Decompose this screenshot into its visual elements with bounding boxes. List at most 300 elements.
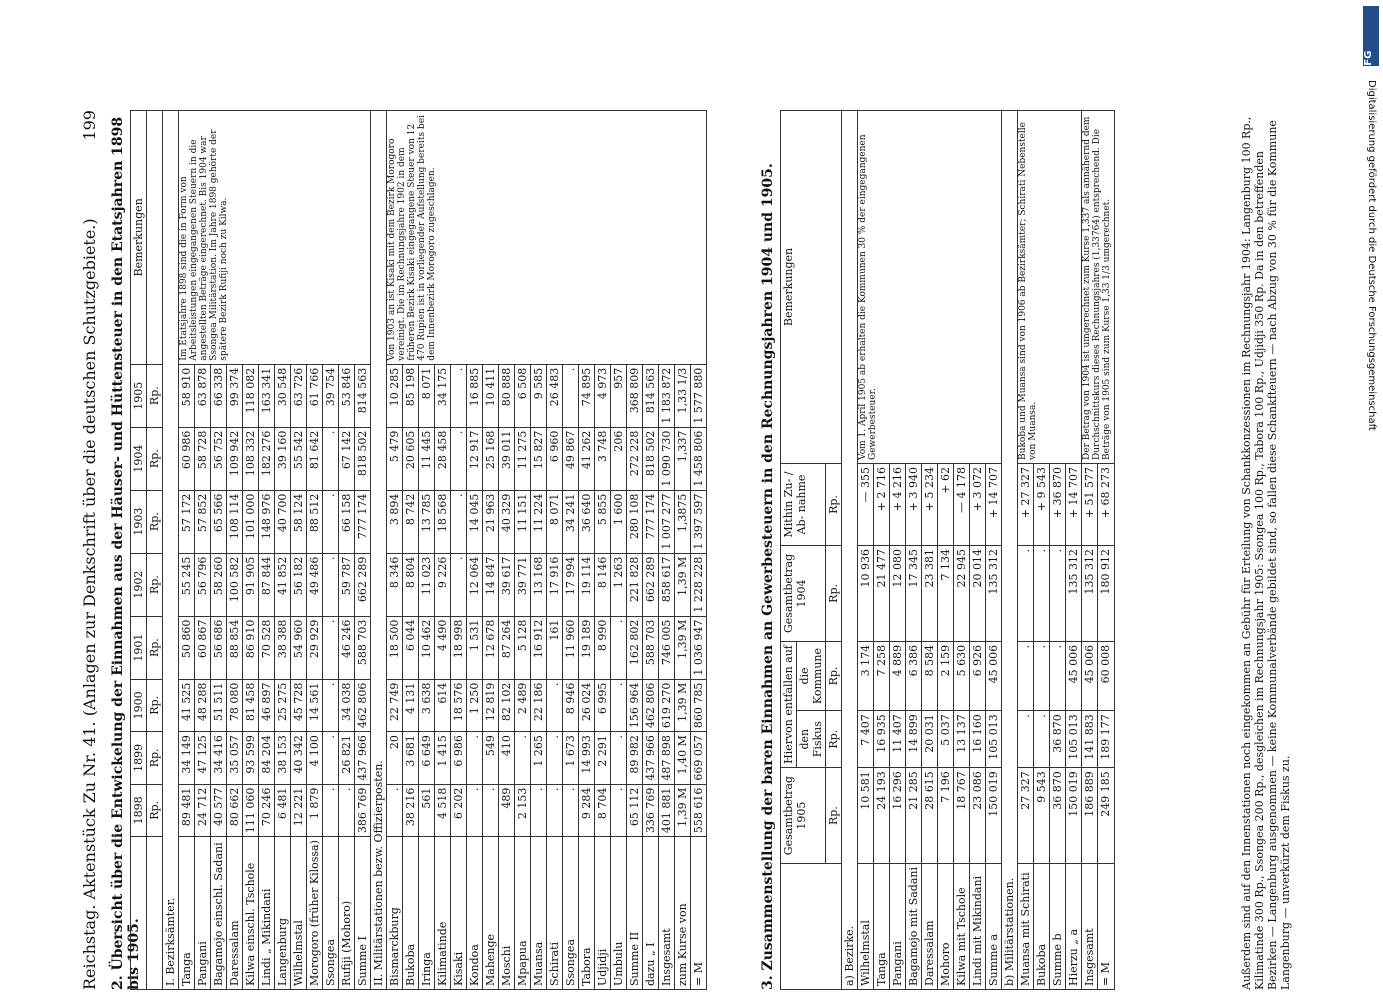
value-cell: 39 160 [275, 427, 291, 490]
unit-header: Rp. [147, 490, 163, 553]
value-cell: 13 785 [419, 490, 435, 553]
value-cell: 41 852 [275, 553, 291, 616]
year-header: 1900 [131, 679, 147, 732]
value-cell: 100 582 [227, 553, 243, 616]
value-cell: 6 508 [515, 364, 531, 427]
value-cell: 17 916 [547, 553, 563, 616]
value-cell: 8 584 [922, 641, 938, 710]
value-cell: 105 013 [986, 711, 1002, 768]
unit-header: Rp. [147, 616, 163, 679]
value-cell: 11 407 [890, 711, 906, 768]
value-cell: 156 964 [627, 679, 643, 732]
table2-header-row [781, 111, 797, 990]
value-cell: 5 630 [954, 641, 970, 710]
value-cell: 49 867 [563, 427, 579, 490]
value-cell: 108 114 [227, 490, 243, 553]
remarks-cell: Der Betrag von 1904 ist umgerechnet zum Kurse 1,337 als annähernd dem Durchschnittskurs dieses Rechnungsjahres (1,33764) entsprechend. Die Beträge von 1905 sind zum Kurse 1,33 1/3 umgerechnet. [1082, 111, 1115, 464]
value-cell: 89 982 [627, 732, 643, 785]
value-cell: 48 288 [195, 679, 211, 732]
value-cell: 135 312 [1066, 546, 1082, 642]
value-cell: 14 561 [307, 679, 323, 732]
value-cell: 4 889 [890, 641, 906, 710]
value-cell: 27 327 [1018, 768, 1034, 864]
value-cell: 3 638 [419, 679, 435, 732]
value-cell: 3 174 [858, 641, 874, 710]
value-cell: 818 502 [643, 427, 659, 490]
value-cell: . [611, 679, 627, 732]
value-cell: . [483, 784, 499, 837]
header-blank [147, 837, 163, 990]
year-header: 1899 [131, 732, 147, 785]
value-cell: 161 [547, 616, 563, 679]
value-cell: 746 005 [659, 616, 675, 679]
value-cell: . [611, 732, 627, 785]
value-cell: 20 [387, 732, 403, 785]
value-cell: 35 057 [227, 732, 243, 785]
unit-header: Rp. [147, 364, 163, 427]
value-cell: 662 289 [355, 553, 371, 616]
value-cell: 12 064 [467, 553, 483, 616]
value-cell: 814 563 [355, 364, 371, 427]
value-cell: 588 703 [355, 616, 371, 679]
value-cell: 63 878 [195, 364, 211, 427]
row-label: Umbulu [611, 837, 627, 990]
value-cell: 814 563 [643, 364, 659, 427]
value-cell: 23 381 [922, 546, 938, 642]
value-cell: 16 935 [874, 711, 890, 768]
value-cell: . [323, 679, 339, 732]
row-label: = M [691, 837, 707, 990]
kommune-header: die Kommune [797, 641, 826, 710]
row-label: Lindi mit Mikindani [970, 864, 986, 990]
value-cell: 9 543 [1034, 768, 1050, 864]
year-header: 1905 [131, 364, 147, 427]
value-cell: 36 640 [579, 490, 595, 553]
value-cell: 16 885 [467, 364, 483, 427]
value-cell: . [563, 784, 579, 837]
value-cell: 21 477 [874, 546, 890, 642]
value-cell: 957 [611, 364, 627, 427]
value-cell: 3 748 [595, 427, 611, 490]
value-cell: 58 124 [291, 490, 307, 553]
value-cell: + 14 707 [1066, 463, 1082, 545]
value-cell: 4 973 [595, 364, 611, 427]
row-label: zum Kurse von [675, 837, 691, 990]
value-cell: 662 289 [643, 553, 659, 616]
value-cell: 6 386 [906, 641, 922, 710]
value-cell: 1 036 947 [691, 616, 707, 679]
value-cell: 1,39 M [675, 679, 691, 732]
total-1904-header: Gesamtbetrag 1904 [781, 546, 826, 642]
value-cell: 141 883 [1082, 711, 1098, 768]
value-cell: + 3 940 [906, 463, 922, 545]
value-cell: 86 910 [243, 616, 259, 679]
value-cell: 80 662 [227, 784, 243, 837]
value-cell: 54 960 [291, 616, 307, 679]
value-cell: 45 006 [1066, 641, 1082, 710]
value-cell: . [451, 427, 467, 490]
value-cell: 6 481 [275, 784, 291, 837]
value-cell: 162 802 [627, 616, 643, 679]
table-row [387, 111, 403, 990]
row-label: Mpapua [515, 837, 531, 990]
unit-header: Rp. [147, 553, 163, 616]
value-cell: . [323, 784, 339, 837]
value-cell: 38 216 [403, 784, 419, 837]
sidebar-note: Digitalisierung gefördert durch die Deutsche Forschungsgemeinschaft [1366, 80, 1377, 431]
row-label: Pangani [890, 864, 906, 990]
row-label: Mahenge [483, 837, 499, 990]
value-cell: 8 071 [419, 364, 435, 427]
value-cell: 41 262 [579, 427, 595, 490]
value-cell: 206 [611, 427, 627, 490]
value-cell: 89 481 [179, 784, 195, 837]
value-cell: 1 090 730 [659, 427, 675, 490]
value-cell: 9 585 [531, 364, 547, 427]
value-cell: + 2 716 [874, 463, 890, 545]
unit-header: Rp. [826, 711, 842, 768]
value-cell: 6 986 [451, 732, 467, 785]
header-blank [131, 837, 147, 990]
remarks-cell: Von 1903 an ist Kisaki mit dem Bezirk Morogoro vereinigt. Die im Rechnungsjahre 1902 in dem früheren Bezirk Kisaki eingegangene Steuer von 12 470 Rupien ist in vorliegender Aufstellung bereits bei dem Innenbezirk Morogoro zugeschlagen. [387, 111, 707, 365]
value-cell: + 68 273 [1098, 463, 1114, 545]
value-cell: 59 787 [339, 553, 355, 616]
value-cell: 14 847 [483, 553, 499, 616]
value-cell: 46 897 [259, 679, 275, 732]
value-cell: 7 134 [938, 546, 954, 642]
value-cell: 1 250 [467, 679, 483, 732]
value-cell: 16 296 [890, 768, 906, 864]
value-cell: . [1018, 711, 1034, 768]
value-cell: 38 388 [275, 616, 291, 679]
unit-header: Rp. [826, 463, 842, 545]
remarks-header: Bemerkungen [781, 111, 842, 464]
value-cell: 12 917 [467, 427, 483, 490]
value-cell: 26 483 [547, 364, 563, 427]
table2-title: 3. Zusammenstellung der baren Einnahmen an Gewerbesteuern in den Rechnungsjahren 1904 und 1905. [760, 163, 776, 990]
section-label: II. Militärstationen bezw. Offizierposten. [371, 111, 387, 990]
value-cell: 3 894 [387, 490, 403, 553]
value-cell: 81 458 [243, 679, 259, 732]
value-cell: 20 605 [403, 427, 419, 490]
value-cell: 13 137 [954, 711, 970, 768]
value-cell: 93 599 [243, 732, 259, 785]
value-cell: 6 960 [547, 427, 563, 490]
value-cell: 18 767 [954, 768, 970, 864]
value-cell: 150 019 [1066, 768, 1082, 864]
header-blank [147, 111, 163, 365]
value-cell: 1,39 M [675, 784, 691, 837]
value-cell: 21 285 [906, 768, 922, 864]
header-blank [781, 864, 842, 990]
value-cell: 561 [419, 784, 435, 837]
value-cell: 28 458 [435, 427, 451, 490]
value-cell: — 4 178 [954, 463, 970, 545]
value-cell: 8 946 [563, 679, 579, 732]
value-cell: 63 726 [291, 364, 307, 427]
value-cell: 3 681 [403, 732, 419, 785]
dfg-logo: DFG [1363, 6, 1379, 66]
value-cell: 150 019 [986, 768, 1002, 864]
table1-unit-row [147, 111, 163, 990]
value-cell: 34 038 [339, 679, 355, 732]
value-cell: 12 080 [890, 546, 906, 642]
page-header [80, 110, 108, 990]
row-label: Hierzu „ a [1066, 864, 1082, 990]
value-cell: 777 174 [643, 490, 659, 553]
table-row [1018, 111, 1034, 990]
value-cell: 66 158 [339, 490, 355, 553]
value-cell: 45 006 [1082, 641, 1098, 710]
value-cell: 2 153 [515, 784, 531, 837]
value-cell: 1 600 [611, 490, 627, 553]
row-label: Daressalam [922, 864, 938, 990]
row-label: Bagamojo einschl. Sadani [211, 837, 227, 990]
hiervon-header: Hiervon entfallen auf [781, 641, 797, 767]
value-cell: 558 616 [691, 784, 707, 837]
value-cell: 6 649 [419, 732, 435, 785]
value-cell: 65 566 [211, 490, 227, 553]
page-number: 199 [80, 110, 99, 141]
value-cell: 61 766 [307, 364, 323, 427]
value-cell: 84 204 [259, 732, 275, 785]
value-cell: 336 769 [643, 784, 659, 837]
value-cell: 101 000 [243, 490, 259, 553]
rotated-page-content [60, 100, 1360, 1000]
value-cell: . [547, 732, 563, 785]
value-cell: 56 796 [195, 553, 211, 616]
value-cell: . [1050, 641, 1066, 710]
value-cell: 368 809 [627, 364, 643, 427]
table2-trade-tax [780, 110, 1115, 990]
value-cell: 25 168 [483, 427, 499, 490]
value-cell: . [323, 553, 339, 616]
row-label: Summe a [986, 864, 1002, 990]
value-cell: 8 742 [403, 490, 419, 553]
section-label: b) Militärstationen. [1002, 111, 1018, 990]
value-cell: 40 329 [499, 490, 515, 553]
value-cell: 34 416 [211, 732, 227, 785]
row-label: Summe II [627, 837, 643, 990]
value-cell: 489 [499, 784, 515, 837]
value-cell: 60 986 [179, 427, 195, 490]
value-cell: 56 752 [211, 427, 227, 490]
unit-header: Rp. [826, 768, 842, 864]
value-cell: 6 995 [595, 679, 611, 732]
sum-row [1082, 111, 1098, 990]
value-cell: 22 945 [954, 546, 970, 642]
value-cell: . [467, 784, 483, 837]
value-cell: 1,40 M [675, 732, 691, 785]
value-cell: 1 265 [531, 732, 547, 785]
row-label: Muansa mit Schirati [1018, 864, 1034, 990]
value-cell: 8 146 [595, 553, 611, 616]
row-label: Tanga [874, 864, 890, 990]
value-cell: 1,39 M [675, 553, 691, 616]
difference-header: Mithin Zu- / Ab- nahme [781, 463, 826, 545]
row-label: Kilwa mit Tschole [954, 864, 970, 990]
row-label: Iringa [419, 837, 435, 990]
row-label: Udjidji [595, 837, 611, 990]
value-cell: 614 [435, 679, 451, 732]
value-cell: 70 246 [259, 784, 275, 837]
row-label: Kilwa einschl. Tschole [243, 837, 259, 990]
value-cell: 5 479 [387, 427, 403, 490]
value-cell: . [323, 616, 339, 679]
value-cell: 26 821 [339, 732, 355, 785]
value-cell: 9 226 [435, 553, 451, 616]
row-label: Insgesamt [659, 837, 675, 990]
value-cell: + 14 707 [986, 463, 1002, 545]
value-cell: 462 806 [355, 679, 371, 732]
value-cell: 23 086 [970, 768, 986, 864]
value-cell: 30 548 [275, 364, 291, 427]
value-cell: 487 898 [659, 732, 675, 785]
value-cell: 45 728 [291, 679, 307, 732]
value-cell: 8 346 [387, 553, 403, 616]
value-cell: 8 804 [403, 553, 419, 616]
value-cell: 6 202 [451, 784, 467, 837]
row-label: Insgesamt [1082, 864, 1098, 990]
value-cell: . [531, 784, 547, 837]
value-cell: 88 854 [227, 616, 243, 679]
total-1905-header: Gesamtbetrag 1905 [781, 768, 826, 864]
row-label: Daressalam [227, 837, 243, 990]
value-cell: 7 407 [858, 711, 874, 768]
value-cell: 17 345 [906, 546, 922, 642]
value-cell: 19 189 [579, 616, 595, 679]
value-cell: 1 183 872 [659, 364, 675, 427]
value-cell: 80 888 [499, 364, 515, 427]
value-cell: 58 728 [195, 427, 211, 490]
value-cell: 186 889 [1082, 768, 1098, 864]
value-cell: 39 771 [515, 553, 531, 616]
value-cell: 386 769 [355, 784, 371, 837]
year-header: 1904 [131, 427, 147, 490]
value-cell: 87 264 [499, 616, 515, 679]
value-cell: . [1018, 641, 1034, 710]
value-cell: + 9 543 [1034, 463, 1050, 545]
value-cell: 5 128 [515, 616, 531, 679]
row-label: Lindi „ Mikindani [259, 837, 275, 990]
value-cell: 81 642 [307, 427, 323, 490]
row-label: Langenburg [275, 837, 291, 990]
value-cell: 17 994 [563, 553, 579, 616]
value-cell: 777 174 [355, 490, 371, 553]
section-label: I. Bezirksämter. [163, 111, 179, 990]
value-cell: 14 045 [467, 490, 483, 553]
value-cell: 39 754 [323, 364, 339, 427]
value-cell: 1,337 [675, 427, 691, 490]
value-cell: 74 895 [579, 364, 595, 427]
value-cell: 57 172 [179, 490, 195, 553]
value-cell: 111 060 [243, 784, 259, 837]
value-cell: 8 704 [595, 784, 611, 837]
value-cell: 34 175 [435, 364, 451, 427]
value-cell: 16 160 [970, 711, 986, 768]
value-cell: 1 228 228 [691, 553, 707, 616]
value-cell: 10 462 [419, 616, 435, 679]
value-cell: 12 221 [291, 784, 307, 837]
value-cell: 410 [499, 732, 515, 785]
value-cell: 10 285 [387, 364, 403, 427]
dfg-sidebar [1361, 0, 1383, 1000]
value-cell: 49 486 [307, 553, 323, 616]
value-cell: 10 936 [858, 546, 874, 642]
value-cell: 40 342 [291, 732, 307, 785]
value-cell: . [387, 784, 403, 837]
unit-header: Rp. [147, 784, 163, 837]
value-cell: 24 193 [874, 768, 890, 864]
value-cell: 8 990 [595, 616, 611, 679]
value-cell: + 36 870 [1050, 463, 1066, 545]
remarks-cell: Bukoba und Muansa sind von 1906 ab Bezirksämter; Schirati Nebenstelle von Muansa. [1018, 111, 1082, 464]
value-cell: 36 870 [1050, 768, 1066, 864]
value-cell: 2 291 [595, 732, 611, 785]
value-cell: 1 879 [307, 784, 323, 837]
value-cell: 41 525 [179, 679, 195, 732]
value-cell: 26 024 [579, 679, 595, 732]
value-cell: 19 114 [579, 553, 595, 616]
remarks-cell: Vom 1. April 1905 ab erhalten die Kommunen 30 % der eingegangenen Gewerbesteuer. [858, 111, 1002, 464]
row-label: Bismarckburg [387, 837, 403, 990]
value-cell: 4 490 [435, 616, 451, 679]
row-label: Rufiji (Mohoro) [339, 837, 355, 990]
value-cell: 1 007 277 [659, 490, 675, 553]
value-cell: 669 057 [691, 732, 707, 785]
value-cell: 16 912 [531, 616, 547, 679]
value-cell: 4 518 [435, 784, 451, 837]
value-cell: 272 228 [627, 427, 643, 490]
value-cell: 182 276 [259, 427, 275, 490]
value-cell: 12 819 [483, 679, 499, 732]
section-heading [371, 111, 387, 990]
value-cell: 18 576 [451, 679, 467, 732]
value-cell: . [451, 553, 467, 616]
value-cell: . [1050, 546, 1066, 642]
value-cell: 180 912 [1098, 546, 1114, 642]
value-cell: 99 374 [227, 364, 243, 427]
value-cell: 28 615 [922, 768, 938, 864]
value-cell: . [1034, 641, 1050, 710]
value-cell: 60 008 [1098, 641, 1114, 710]
remarks-header: Bemerkungen [131, 111, 147, 365]
value-cell: 1,3875 [675, 490, 691, 553]
unit-header: Rp. [147, 732, 163, 785]
value-cell: + 62 [938, 463, 954, 545]
value-cell: 45 006 [986, 641, 1002, 710]
year-header: 1903 [131, 490, 147, 553]
value-cell: . [547, 679, 563, 732]
value-cell: 40 577 [211, 784, 227, 837]
unit-header: Rp. [826, 546, 842, 642]
row-label: Bagamojo mit Sadani [906, 864, 922, 990]
section-heading [1002, 111, 1018, 990]
row-label: Wilhelmstal [858, 864, 874, 990]
value-cell: 163 341 [259, 364, 275, 427]
value-cell: 58 910 [179, 364, 195, 427]
unit-header: Rp. [147, 679, 163, 732]
value-cell: 65 112 [627, 784, 643, 837]
value-cell: 47 125 [195, 732, 211, 785]
value-cell: + 4 216 [890, 463, 906, 545]
value-cell: 8 071 [547, 490, 563, 553]
value-cell: 34 149 [179, 732, 195, 785]
value-cell: 1 397 597 [691, 490, 707, 553]
value-cell: + 27 327 [1018, 463, 1034, 545]
row-label: Summe b [1050, 864, 1066, 990]
value-cell: 858 617 [659, 553, 675, 616]
